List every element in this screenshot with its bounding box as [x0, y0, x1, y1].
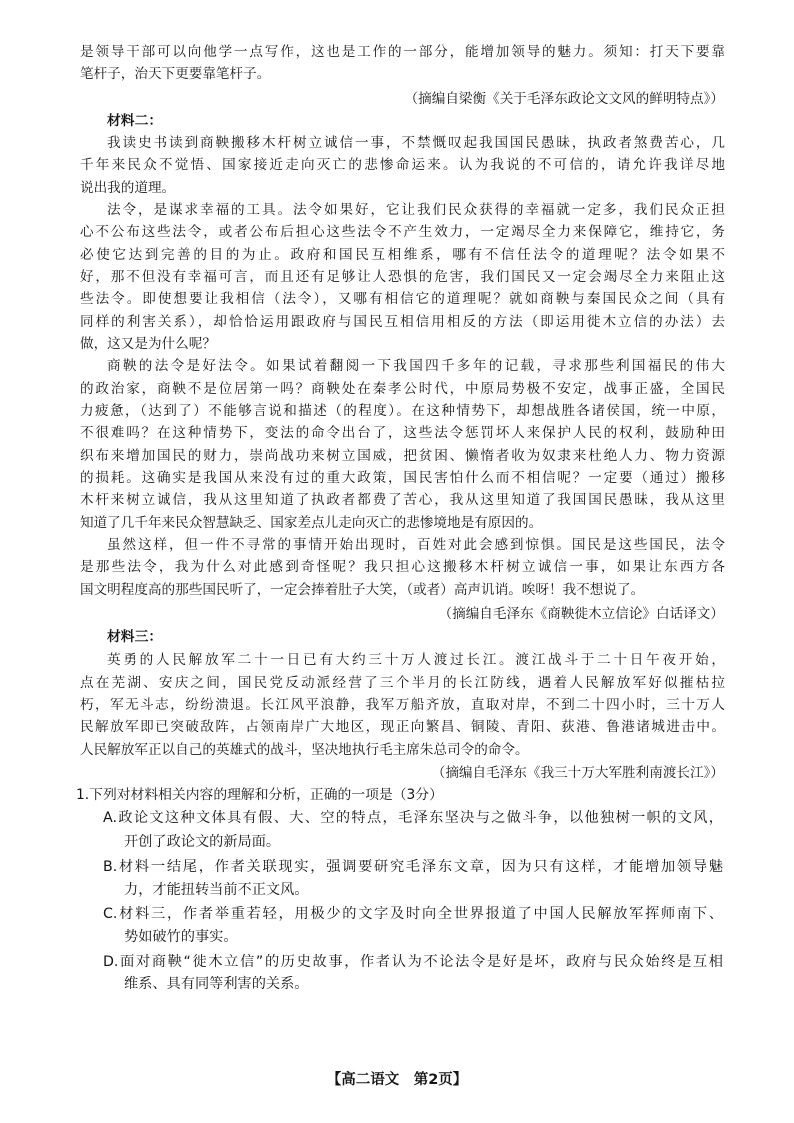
option-d-continued[interactable]: 维系、具有同等利害的关系。: [124, 976, 309, 992]
material3-p1-line: 朽，军无斗志，纷纷溃退。长江风平浪静，我军万船齐放，直取对岸，不到二十四小时，三十万人: [80, 697, 725, 713]
option-a[interactable]: A.政论文这种文体具有假、大、空的特点，毛泽东坚决与之做斗争，以他独树一帜的文风，: [103, 810, 723, 826]
material2-p3-line: 的政治家，商鞅不是位居第一吗？商鞅处在秦孝公时代，中原局势极不安定，战事正盛，全国民: [80, 381, 725, 397]
option-c[interactable]: C.材料三，作者举重若轻，用极少的文字及时向全世界报道了中国人民解放军挥师南下、: [103, 906, 723, 922]
material3-source: （摘编自毛泽东《我三十万大军胜利南渡长江》）: [431, 765, 724, 781]
material2-p2-line: 做，这又是为什么呢？: [80, 336, 216, 352]
material3-heading: 材料三：: [107, 629, 163, 645]
material2-p2-line: 同样的利害关系），却恰恰运用跟政府与国民互相信用相反的方法（即运用徙木立信的办法）去: [80, 314, 725, 330]
material2-p2-line: 法令，是谋求幸福的工具。法令如果好，它让我们民众获得的幸福就一定多，我们民众正担: [107, 202, 725, 218]
material2-heading: 材料二：: [107, 113, 163, 129]
material2-p1-line: 千年来民众不觉悟、国家接近走向灭亡的悲惨命运来。认为我说的不可信的，请允许我详尽地: [80, 157, 725, 173]
question-1-stem: 1.下列对材料相关内容的理解和分析，正确的一项是（3分）: [76, 787, 443, 803]
material2-p3-line: 木杆来树立诚信，我从这里知道了执政者都费了苦心，我从这里知道了我国国民愚昧，我从这里: [80, 492, 725, 508]
material3-p1-line: 英勇的人民解放军二十一日已有大约三十万人渡过长江。渡江战斗于二十日午夜开始，: [107, 652, 725, 668]
material2-p3-line: 织布来增加国民的财力，崇尚战功来树立国威，把贫困、懒惰者收为奴隶来杜绝人力、物力资源: [80, 448, 725, 464]
material3-p1-line: 人民解放军正以自己的英雄式的战斗，坚决地执行毛主席朱总司令的命令。: [80, 742, 529, 758]
option-a-continued[interactable]: 开创了政论文的新局面。: [124, 834, 281, 850]
material2-p4-line: 是那些法令，我为什么对此感到奇怪呢？我只担心这搬移木杆树立诚信一事，如果让东西方各: [80, 559, 725, 575]
material2-p3-line: 不很难吗？在这种情势下，变法的命令出台了，这些法令惩罚坏人来保护人民的权利，鼓励种田: [80, 425, 725, 441]
material1-tail-line: 笔杆子，治天下更要靠笔杆子。: [80, 66, 271, 82]
page-footer: 【高二语文 第2页】: [326, 1072, 468, 1088]
material2-p4-line: 国文明程度高的那些国民听了，一定会捧着肚子大笑，（或者）高声讥诮。唉呀！我不想说了。: [80, 582, 645, 598]
material2-p2-line: 心不公布这些法令，或者公布后担心这些法令不产生效力，一定竭尽全力来保障它，维持它，务: [80, 224, 725, 240]
material2-p3-line: 商鞅的法令是好法令。如果试着翻阅一下我国四千多年的记载，寻求那些利国福民的伟大: [107, 358, 725, 374]
option-b[interactable]: B.材料一结尾，作者关联现实，强调要研究毛泽东文章，因为只有这样，才能增加领导魅: [103, 859, 723, 875]
option-c-continued[interactable]: 势如破竹的事实。: [124, 929, 238, 945]
material3-p1-line: 民解放军即已突破敌阵，占领南岸广大地区，现正向繁昌、铜陵、青阳、荻港、鲁港诸城进击中。: [80, 719, 725, 735]
material2-p3-line: 知道了几千年来民众智慧缺乏、国家差点儿走向灭亡的悲惨境地是有原因的。: [80, 515, 543, 531]
material2-p2-line: 必使它达到完善的目的为止。政府和国民互相维系，哪有不信任法令的道理呢？法令如果不: [80, 247, 725, 263]
material2-source: （摘编自毛泽东《商鞅徙木立信论》白话译文）: [438, 606, 724, 622]
option-d[interactable]: D.面对商鞅“徙木立信”的历史故事，作者认为不论法令是好是坏，政府与民众始终是互相: [103, 954, 723, 970]
material1-tail-line: 是领导干部可以向他学一点写作，这也是工作的一部分，能增加领导的魅力。须知：打天下要靠: [80, 44, 725, 60]
material2-p3-line: 力疲惫，（达到了）不能够言说和描述（的程度）。在这种情势下，却想战胜各诸侯国，统一中原，: [80, 403, 725, 419]
option-b-continued[interactable]: 力，才能扭转当前不正文风。: [124, 882, 309, 898]
material1-source: （摘编自梁衡《关于毛泽东政论文文风的鲜明特点》）: [404, 91, 724, 107]
material2-p4-line: 虽然这样，但一件不寻常的事情开始出现时，百姓对此会感到惊惧。国民是这些国民，法令: [107, 537, 725, 553]
material2-p3-line: 的损耗。这确实是我国从来没有过的重大政策，国民害怕什么而不相信呢？一定要（通过）搬移: [80, 470, 725, 486]
material2-p1-line: 说出我的道理。: [80, 180, 176, 196]
material2-p2-line: 些法令。即使想要让我相信（法令），又哪有相信它的道理呢？就如商鞅与秦国民众之间（具有: [80, 291, 725, 307]
material2-p2-line: 好，那不但没有幸福可言，而且还有足够让人恐惧的危害，我们国民又一定会竭尽全力来阻止这: [80, 269, 725, 285]
material2-p1-line: 我读史书读到商鞅搬移木杆树立诚信一事，不禁慨叹起我国国民愚昧，执政者煞费苦心，几: [107, 135, 725, 151]
material3-p1-line: 点在芜湖、安庆之间，国民党反动派经营了三个半月的长江防线，遇着人民解放军好似摧枯拉: [80, 675, 725, 691]
